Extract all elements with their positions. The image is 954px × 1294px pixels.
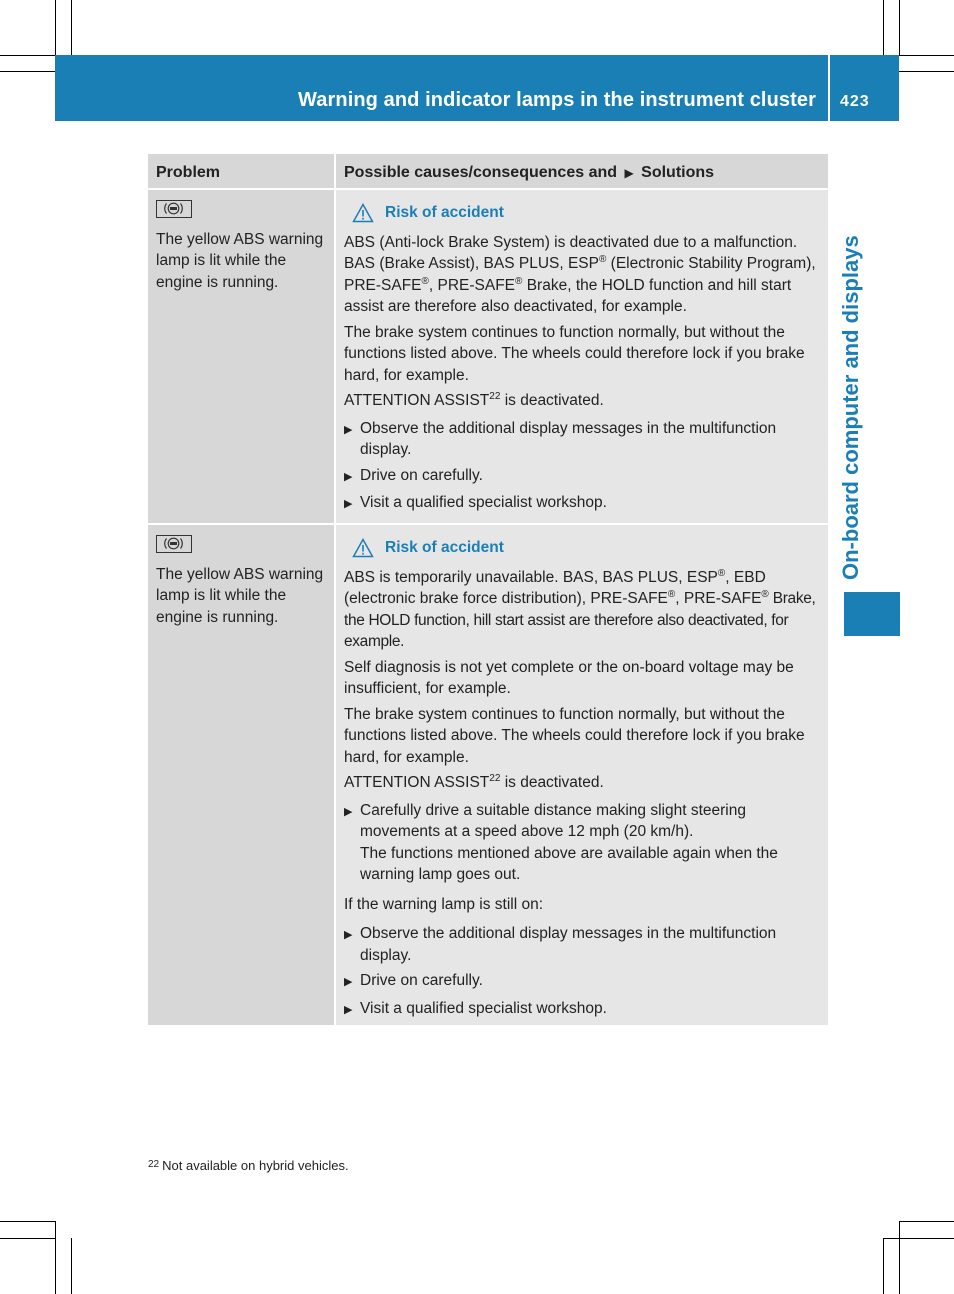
section-side-tab (844, 592, 900, 636)
warning-heading (352, 202, 822, 224)
page-number: 423 (840, 93, 870, 110)
paragraph: ATTENTION ASSIST$^{22}$ is deactivated. (344, 390, 604, 409)
crop-mark (899, 1221, 900, 1294)
header-bar (55, 55, 828, 121)
problem-text: The yellow ABS warning lamp is lit while the engine is running. (156, 230, 324, 291)
table-row (148, 188, 828, 523)
paragraph: Self diagnosis is not yet complete or the on-board voltage may be insufficient, for example. (344, 658, 794, 697)
crop-mark (0, 1221, 55, 1222)
paragraph: ATTENTION ASSIST$^{22}$ is deactivated. (344, 772, 604, 791)
crop-mark (899, 1221, 954, 1222)
crop-mark (899, 55, 954, 56)
crop-mark (71, 0, 72, 55)
warning-heading-text: Risk of accident (385, 204, 504, 221)
arrow-icon: ▶ (344, 976, 353, 988)
warning-triangle-icon (352, 203, 374, 223)
problem-cell (148, 190, 334, 523)
crop-mark (55, 1221, 56, 1294)
crop-mark (899, 71, 954, 72)
crop-mark (883, 0, 884, 55)
list-item-note: The functions mentioned above are available again when the warning lamp goes out. (360, 844, 778, 883)
page-number-box (830, 55, 899, 121)
crop-mark (55, 0, 56, 55)
solution-cell (334, 525, 828, 1025)
crop-mark (899, 0, 900, 55)
warning-triangle-icon (352, 538, 374, 558)
list-item: ▶ Carefully drive a suitable distance making slight steering movements at a speed above 12 mph (20 km/h). The functions mentioned above are available again when the warning lamp goes out. (344, 800, 822, 886)
footnote-ref: 22 (489, 390, 501, 402)
crop-mark (883, 1238, 954, 1239)
paragraph: The brake system continues to function normally, but without the functions listed above. The wheels could therefore lock if you brake hard, for example. (344, 705, 805, 766)
list-item: ▶ Observe the additional display messages in the multifunction display. (344, 923, 822, 966)
footnote-number: 22 (148, 1159, 160, 1170)
list-item: ▶ Visit a qualified specialist workshop. (344, 998, 822, 1022)
arrow-icon: ▶ (344, 498, 353, 510)
footnote-ref: 22 (489, 772, 501, 784)
section-side-title: On-board computer and displays (838, 235, 863, 580)
crop-mark (0, 71, 55, 72)
arrow-icon: ▶ (624, 166, 634, 180)
problem-text: The yellow ABS warning lamp is lit while the engine is running. (156, 565, 324, 626)
list-item: ▶ Drive on carefully. (344, 465, 822, 489)
footnote-text: Not available on hybrid vehicles. (162, 1158, 349, 1173)
paragraph: If the warning lamp is still on: (344, 895, 544, 913)
arrow-icon: ▶ (344, 1003, 353, 1016)
arrow-icon: ▶ (344, 929, 353, 941)
solution-cell (334, 190, 828, 523)
table-header (148, 154, 828, 188)
list-item: ▶ Drive on carefully. (344, 970, 822, 994)
arrow-icon: ▶ (344, 470, 353, 483)
abs-warning-lamp-icon (156, 200, 192, 218)
page-title: Warning and indicator lamps in the instrument cluster (298, 89, 816, 111)
footnote (148, 1158, 349, 1173)
paragraph: ABS (Anti-lock Brake System) is deactivated due to a malfunction. BAS (Brake Assist), BAS PLUS, ESP® (Electronic Stability Program), PRE-SAFE®, PRE-SAFE® Brake, the HOLD function and hill start assist are therefore also deactivated, for example. (344, 233, 816, 315)
arrow-icon: ▶ (344, 423, 353, 436)
warning-heading (352, 537, 822, 559)
paragraph: The brake system continues to function normally, but without the functions listed above. The wheels could therefore lock if you brake hard, for example. (344, 323, 805, 384)
crop-mark (0, 1238, 55, 1239)
column-header-problem: Problem (156, 164, 221, 181)
abs-warning-lamp-icon (156, 535, 192, 553)
crop-mark (0, 55, 55, 56)
crop-mark (71, 1238, 72, 1294)
column-header-solutions-text-2: Solutions (641, 164, 715, 181)
table-row (148, 523, 828, 1025)
list-item: ▶ Visit a qualified specialist workshop. (344, 492, 822, 516)
paragraph: ABS is temporarily unavailable. BAS, BAS PLUS, ESP®, EBD (electronic brake force distribution), PRE-SAFE®, PRE-SAFE® Brake, the HOLD function, hill start assist are therefore also deactivated, for example. (344, 567, 816, 650)
list-item: ▶ Observe the additional display messages in the multifunction display. (344, 418, 822, 461)
crop-mark (883, 1238, 884, 1294)
warning-heading-text: Risk of accident (385, 539, 504, 556)
column-header-solutions (334, 154, 828, 188)
column-header-solutions-text: Possible causes/consequences and (344, 164, 618, 181)
warning-lamp-table (148, 154, 828, 1025)
arrow-icon: ▶ (344, 805, 353, 818)
problem-cell (148, 525, 334, 1025)
